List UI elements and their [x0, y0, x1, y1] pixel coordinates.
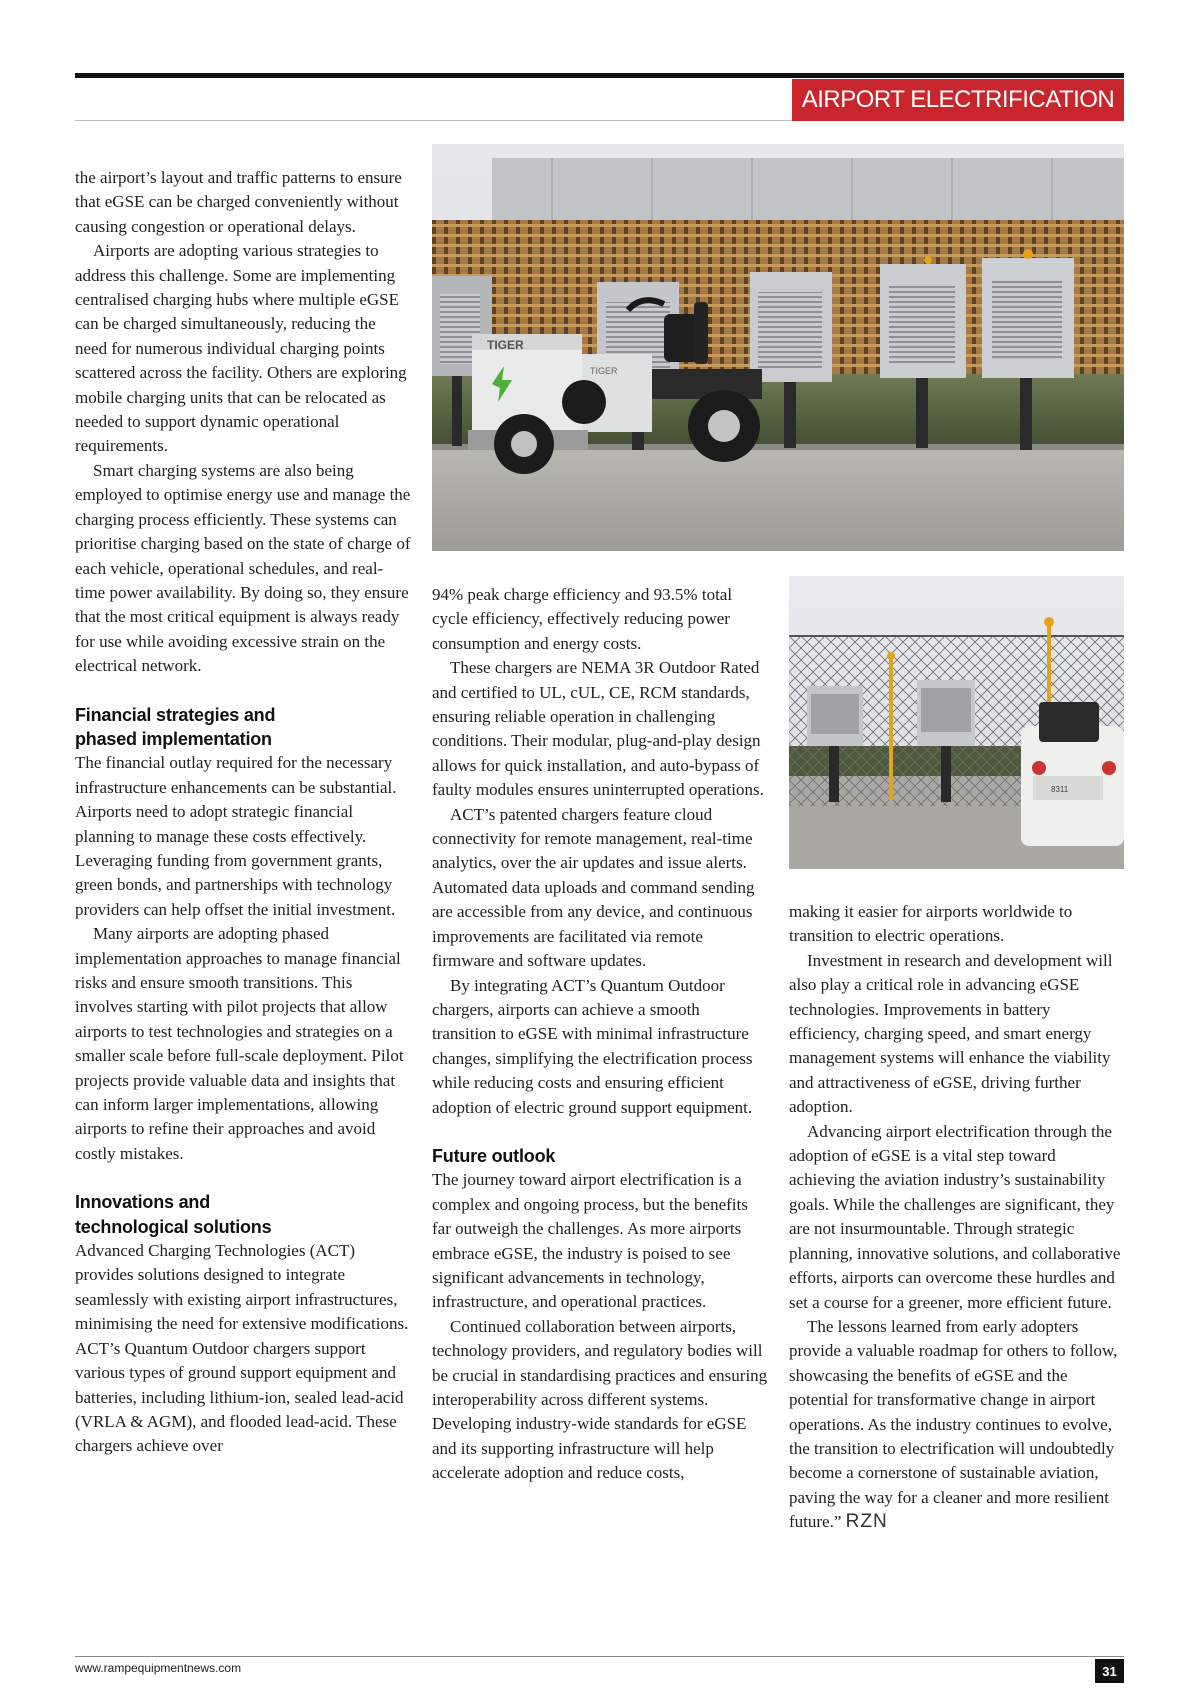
- paragraph: These chargers are NEMA 3R Outdoor Rated and certified to UL, cUL, CE, RCM standards, ensuring reliable operation in challenging conditions. Their modular, plug-and-play design allows for quick installation, and auto-bypass of faulty modules ensures uninterrupted operations.: [432, 658, 764, 800]
- section-heading-future-outlook: Future outlook: [432, 1145, 556, 1166]
- heading-line: Financial strategies and: [75, 704, 276, 725]
- page-number: 31: [1095, 1659, 1124, 1683]
- paragraph: [789, 1315, 1125, 1535]
- footer-rule: [75, 1656, 1124, 1657]
- main-photo: [432, 144, 1124, 551]
- section-heading-innovations: [75, 1190, 411, 1239]
- header-thin-rule: [75, 120, 792, 121]
- footer-website[interactable]: www.rampequipmentnews.com: [75, 1661, 242, 1675]
- paragraph: Advancing airport electrification through the adoption of eGSE is a vital step toward achieving the aviation industry’s sustainability goals. While the challenges are significant, they are not insurmountable. Through strategic planning, innovative solutions, and collaborative efforts, airports can overcome these hurdles and set a course for a greener, more efficient future.: [789, 1121, 1121, 1312]
- tug-side-label: TIGER: [590, 366, 618, 376]
- heading-line: Innovations and: [75, 1192, 211, 1213]
- paragraph-text: The lessons learned from early adopters provide a valuable roadmap for others to follow, showcasing the benefits of eGSE and the potential for transformative change in airport operations. As the industry continues to evolve, the transition to electrification will undoubtedly become a cornerstone of sustainable aviation, paving the way for a cleaner and more resilient future.”: [789, 1316, 1118, 1532]
- paragraph: Many airports are adopting phased implementation approaches to manage financial risks and ensure smooth transitions. This involves starting with pilot projects that allow airports to test technologies and strategies on a smaller scale before full-scale deployment. Pilot projects provide valuable data and insights that can inform larger implementations, allowing airports to refine their approaches and avoid costly mistakes.: [75, 924, 404, 1163]
- paragraph: The journey toward airport electrification is a complex and ongoing process, but the benefits far outweigh the challenges. As more airports embrace eGSE, the industry is poised to see significant advancements in technology, infrastructure, and operational practices.: [432, 1170, 748, 1312]
- rzn-end-logo: RZN: [845, 1511, 888, 1533]
- heading-line: phased implementation: [75, 728, 272, 749]
- tug-brand-label: TIGER: [487, 338, 524, 352]
- paragraph: Investment in research and development will also play a critical role in advancing eGSE technologies. Improvements in battery efficiency, charging speed, and smart energy management systems will enhance the viability and attractiveness of eGSE, driving further adoption.: [789, 950, 1113, 1117]
- article-column-2: [432, 583, 768, 1486]
- paragraph: Smart charging systems are also being employed to optimise energy use and manage the charging process efficiently. These systems can prioritise charging based on the state of charge of each vehicle, operational schedules, and real-time power availability. By doing so, they ensure that the most critical equipment is always ready for use while avoiding excessive strain on the electrical network.: [75, 460, 411, 676]
- paragraph: Airports are adopting various strategies to address this challenge. Some are implementing centralised charging hubs where multiple eGSE can be charged simultaneously, reducing the need for numerous individual charging points scattered across the facility. Others are exploring mobile charging units that can be relocated as needed to support dynamic operational requirements.: [75, 241, 407, 456]
- paragraph: By integrating ACT’s Quantum Outdoor chargers, airports can achieve a smooth transition to eGSE with minimal infrastructure changes, simplifying the electrification process while reducing costs and ensuring efficient adoption of electric ground support equipment.: [432, 975, 753, 1117]
- heading-line: technological solutions: [75, 1216, 272, 1237]
- article-column-1: [75, 166, 411, 1459]
- article-column-3: [789, 900, 1125, 1535]
- paragraph: The financial outlay required for the necessary infrastructure enhancements can be substantial. Airports need to adopt strategic financial planning to manage these costs effectively. Leveraging funding from government grants, green bonds, and partnerships with technology providers can help offset the initial investment.: [75, 753, 397, 919]
- paragraph: 94% peak charge efficiency and 93.5% total cycle efficiency, effectively reducing power consumption and energy costs.: [432, 585, 733, 653]
- paragraph: Advanced Charging Technologies (ACT) provides solutions designed to integrate seamlessly with existing airport infrastructures, minimising the need for extensive modifications. ACT’s Quantum Outdoor chargers support various types of ground support equipment and batteries, including lithium-ion, sealed lead-acid (VRLA & AGM), and flooded lead-acid. These chargers achieve over: [75, 1241, 409, 1456]
- warehouse-building: [492, 158, 1124, 228]
- vehicle-plate: 8311: [1051, 785, 1069, 794]
- header-rule: [75, 73, 1124, 78]
- secondary-photo: [789, 576, 1124, 869]
- paragraph: the airport’s layout and traffic patterns to ensure that eGSE can be charged conveniently without causing congestion or operational delays.: [75, 168, 402, 236]
- paragraph: ACT’s patented chargers feature cloud connectivity for remote management, real-time analytics, over the air updates and issue alerts. Automated data uploads and command sending are accessible from any device, and continuous improvements are facilitated via remote firmware and software updates.: [432, 804, 755, 971]
- section-heading-financial: [75, 703, 411, 752]
- paragraph: Continued collaboration between airports, technology providers, and regulatory bodies will be crucial in standardising practices and ensuring interoperability across different systems. Developing industry-wide standards for eGSE and its supporting infrastructure will help accelerate adoption and reduce costs,: [432, 1316, 768, 1483]
- paragraph: making it easier for airports worldwide to transition to electric operations.: [789, 902, 1073, 946]
- section-tag: AIRPORT ELECTRIFICATION: [792, 79, 1124, 121]
